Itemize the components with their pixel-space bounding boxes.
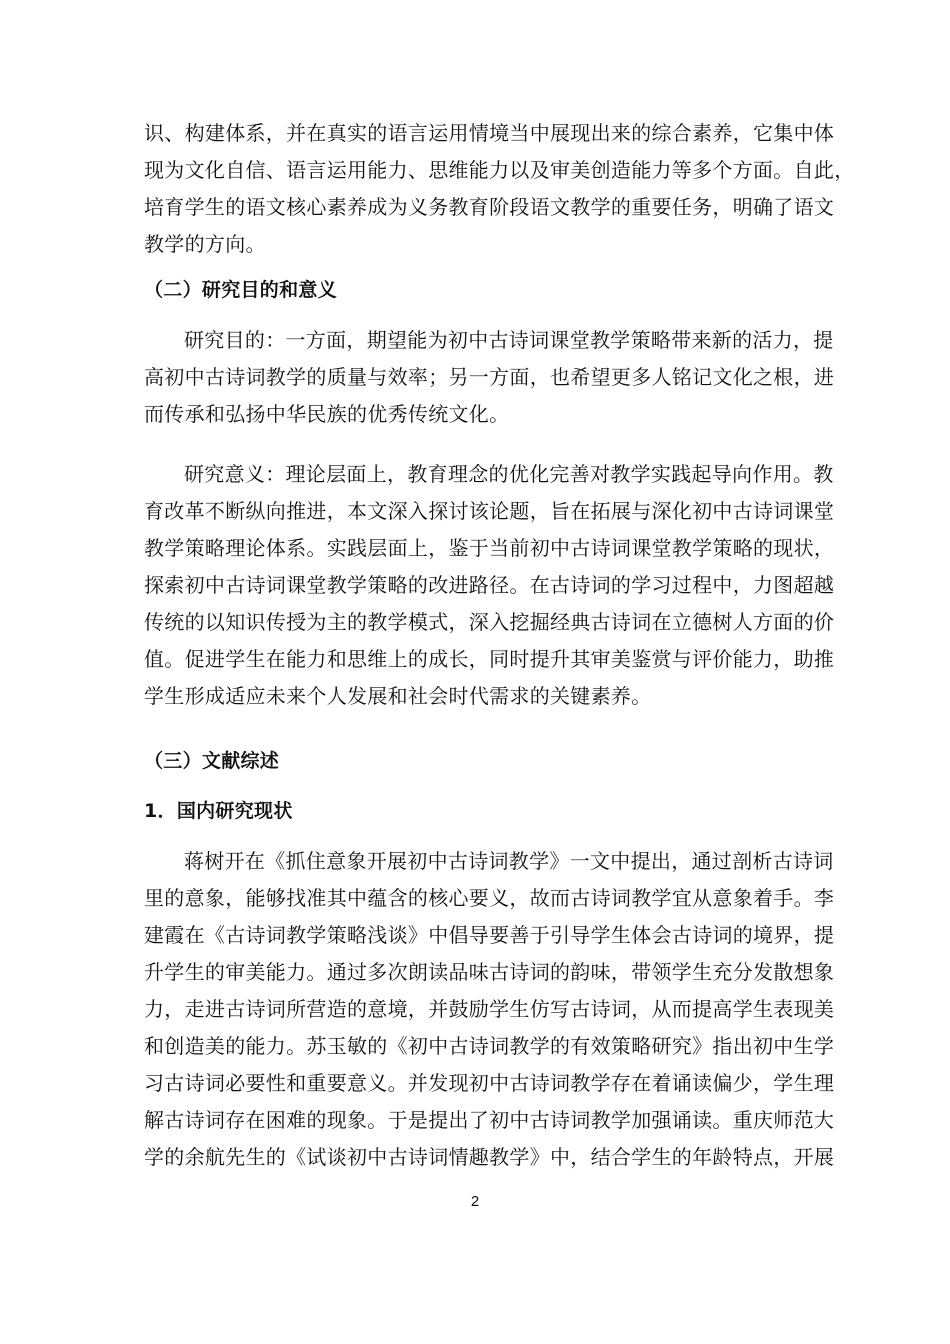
paragraph-line: 习古诗词必要性和重要意义。并发现初中古诗词教学存在着诵读偏少，学生理 [144, 1071, 835, 1095]
paragraph-line: 研究意义：理论层面上，教育理念的优化完善对教学实践起导向作用。教 [184, 462, 834, 486]
subsection-heading-domestic: 1．国内研究现状 [144, 800, 293, 822]
page-number: 2 [470, 1193, 480, 1210]
paragraph-line: 力，走进古诗词所营造的意境，并鼓励学生仿写古诗词，从而提高学生表现美 [144, 997, 835, 1021]
paragraph-line: 解古诗词存在困难的现象。于是提出了初中古诗词教学加强诵读。重庆师范大 [144, 1108, 835, 1132]
paragraph-line: 建霞在《古诗词教学策略浅谈》中倡导要善于引导学生体会古诗词的境界，提 [144, 923, 835, 947]
paragraph-line: 现为文化自信、语言运用能力、思维能力以及审美创造能力等多个方面。自此， [144, 158, 855, 182]
paragraph-line: 教学策略理论体系。实践层面上，鉴于当前初中古诗词课堂教学策略的现状， [144, 536, 835, 560]
paragraph-line: 蒋树开在《抓住意象开展初中古诗词教学》一文中提出，通过剖析古诗词 [184, 849, 834, 873]
paragraph-line: 传统的以知识传授为主的教学模式，深入挖掘经典古诗词在立德树人方面的价 [144, 610, 835, 634]
paragraph-line: 学生形成适应未来个人发展和社会时代需求的关键素养。 [144, 684, 652, 708]
paragraph-line: 高初中古诗词教学的质量与效率；另一方面，也希望更多人铭记文化之根，进 [144, 365, 835, 389]
section-heading-purpose: （二）研究目的和意义 [144, 279, 338, 301]
paragraph-line: 里的意象，能够找准其中蕴含的核心要义，故而古诗词教学宜从意象着手。李 [144, 886, 835, 910]
paragraph-line: 培育学生的语文核心素养成为义务教育阶段语文教学的重要任务，明确了语文 [144, 195, 835, 219]
paragraph-line: 学的余航先生的《试谈初中古诗词情趣教学》中，结合学生的年龄特点，开展 [144, 1145, 835, 1169]
paragraph-line: 识、构建体系，并在真实的语言运用情境当中展现出来的综合素养，它集中体 [144, 121, 835, 145]
paragraph-line: 育改革不断纵向推进，本文深入探讨该论题，旨在拓展与深化初中古诗词课堂 [144, 499, 835, 523]
paragraph-line: 值。促进学生在能力和思维上的成长，同时提升其审美鉴赏与评价能力，助推 [144, 647, 835, 671]
paragraph-line: 升学生的审美能力。通过多次朗读品味古诗词的韵味，带领学生充分发散想象 [144, 960, 835, 984]
section-heading-literature: （三）文献综述 [144, 750, 280, 772]
paragraph-line: 和创造美的能力。苏玉敏的《初中古诗词教学的有效策略研究》指出初中生学 [144, 1034, 835, 1058]
paragraph-line: 研究目的：一方面，期望能为初中古诗词课堂教学策略带来新的活力，提 [184, 328, 834, 352]
paragraph-line: 教学的方向。 [144, 232, 266, 256]
paragraph-line: 探索初中古诗词课堂教学策略的改进路径。在古诗词的学习过程中，力图超越 [144, 573, 835, 597]
paragraph-line: 而传承和弘扬中华民族的优秀传统文化。 [144, 402, 510, 426]
